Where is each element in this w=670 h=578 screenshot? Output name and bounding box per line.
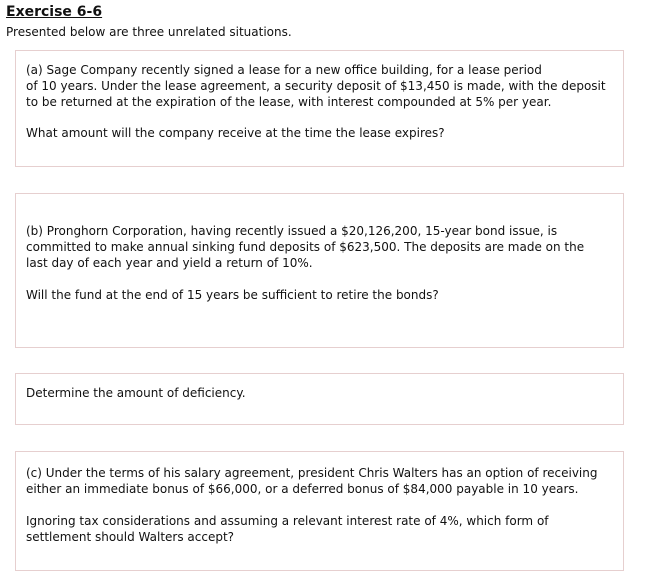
part-a-question: [26, 125, 615, 141]
part-a-question-text: What amount will the company receive at the time the lease expires?: [26, 126, 445, 140]
part-a-line: of 10 years. Under the lease agreement, a security deposit of $13,450 is made, with the deposit: [26, 79, 606, 93]
part-a-line: (a) Sage Company recently signed a lease for a new office building, for a lease period: [26, 63, 542, 77]
deficiency-box: [15, 373, 624, 425]
question-box-a: [15, 50, 624, 167]
part-b-line: last day of each year and yield a return of 10%.: [26, 256, 313, 270]
part-c-question-line: Ignoring tax considerations and assuming a relevant interest rate of 4%, which form of: [26, 514, 549, 528]
part-b-question: [26, 287, 615, 303]
exercise-title: Exercise 6-6: [6, 4, 103, 20]
part-c-question-line: settlement should Walters accept?: [26, 530, 235, 544]
part-b-line: (b) Pronghorn Corporation, having recently issued a $20,126,200, 15-year bond issue, is: [26, 224, 558, 238]
intro-text: Presented below are three unrelated situations.: [6, 25, 292, 39]
part-b-line: committed to make annual sinking fund deposits of $623,500. The deposits are made on the: [26, 240, 585, 254]
deficiency-question: [26, 385, 615, 401]
part-c-text: [26, 465, 615, 497]
part-a-line: to be returned at the expiration of the lease, with interest compounded at 5% per year.: [26, 95, 552, 109]
part-b-question-text: Will the fund at the end of 15 years be sufficient to retire the bonds?: [26, 288, 439, 302]
question-box-c: [15, 451, 624, 571]
part-c-line: (c) Under the terms of his salary agreement, president Chris Walters has an option of receiving: [26, 466, 598, 480]
part-c-question: [26, 513, 615, 545]
part-b-text: [26, 223, 615, 271]
part-a-text: [26, 62, 615, 110]
question-box-b: [15, 193, 624, 348]
part-c-line: either an immediate bonus of $66,000, or a deferred bonus of $84,000 payable in 10 years.: [26, 482, 579, 496]
deficiency-question-text: Determine the amount of deficiency.: [26, 386, 246, 400]
